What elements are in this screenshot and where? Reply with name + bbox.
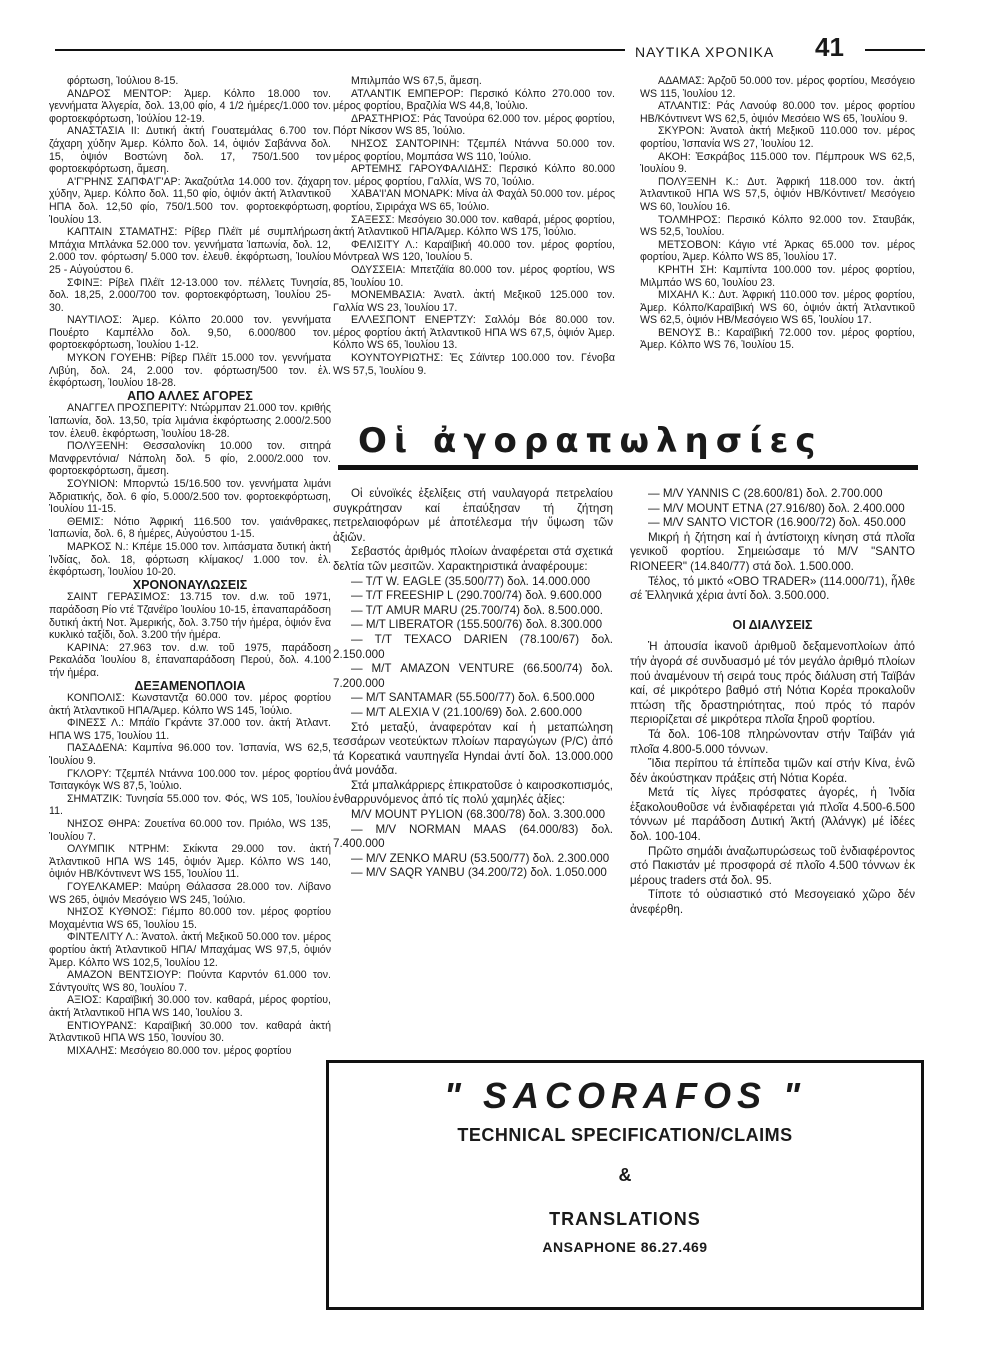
other-markets-list <box>49 402 331 578</box>
paragraph: — Μ/Τ ALEXIA V (21.100/69) δολ. 2.600.000 <box>351 705 582 719</box>
page-number: 41 <box>815 32 844 62</box>
paragraph: ΣΗΜΑΤΖΙΚ: Τυνησία 55.000 τον. Φός, WS 105, Ἰουλίου 11. <box>49 792 331 818</box>
paragraph: Τέλος, τό μικτό «ΟΒΟ TRADER» (114.000/71), ἦλθε σέ Ἑλληνικά χέρια ἀντί δολ. 3.500.000. <box>630 574 915 603</box>
paragraph: — Μ/V SANTO VICTOR (16.900/72) δολ. 450.000 <box>648 516 906 530</box>
paragraph: ΝΗΣΟΣ ΣΑΝΤΟΡΙΝΗ: Τζεμπέλ Ντάννα 50.000 τον. μέρος φορτίου, Μομπάσα WS 110, Ἰούλιο. <box>333 137 615 163</box>
paragraph: — Μ/Τ AMAZON VENTURE (66.500/74) δολ. 7.200.000 <box>333 662 613 690</box>
paragraph: ΑΤΛΑΝΤΙΣ: Ράς Λανούφ 80.000 τον. μέρος φορτίου ΗΒ/Κόντινεντ WS 62,5, ὀψιόν Μεσόειο WS 65, Ἰουλίου 9. <box>640 100 915 125</box>
paragraph: ΑΜΑΖΟΝ ΒΕΝΤΣΙΟΥΡ: Πούντα Καρντόν 61.000 τον. Σάντγουϊτς WS 80, Ἰουλίου 7. <box>49 969 331 994</box>
paragraph: ΜΕΤΣΟΒΟΝ: Κάγιο ντέ Ἀρκας 65.000 τον. μέρος φορτίου, Ἀμερ. Κόλπο WS 85, Ἰουλίου 17. <box>640 238 915 264</box>
paragraph: ΚΑΡΙΝΑ: 27.963 τον. d.w. τοῦ 1975, παράδοση Ρεκαλάδα Ἰουλίου 8, ἐπαναπαράδοση Περού, δολ. 4.100 τήν ἡμέρα. <box>49 641 331 679</box>
page-header <box>55 32 925 62</box>
paragraph: ΣΟΥΝΙΟΝ: Μπορντώ 15/16.500 τον. γεννήματα λιμάνι Ἀδριατικής, δολ. 6 φίο, 5.000/2.500 τον. φορτοεκφόρτωση, Ἰουλίου 11-15. <box>49 478 331 516</box>
tankers-list <box>49 692 331 1057</box>
paragraph: ΜΟΝΕΜΒΑΣΙΑ: Ἀνατλ. ἀκτή Μεξικοῦ 125.000 τον. Γαλλία WS 23, Ἰουλίου 17. <box>333 289 615 314</box>
paragraph: Ἡ ἀπουσία ἱκανοῦ ἀριθμοῦ δεξαμενοπλοίων ἀπό τήν ἀγορά σέ συνδυασμό μέ τόν μεγάλο ἀριθμό πλοίων πού ἀναμένουν τή σειρά τους πρός διάλυση στή Ταϊβάν καί, σέ μικρότερο βαθμό στή Νότια Κορέα προκαλοῦν πτώση τῆς δραστηριότητας, πού πρός τό παρόν περιορίζεται σέ μικρότερα πλοῖα ξηροῦ φορτίου. <box>630 640 915 727</box>
paragraph: — Μ/V YANNIS C (28.600/81) δολ. 2.700.000 <box>648 487 883 500</box>
ad-line-translations: TRANSLATIONS <box>549 1209 701 1229</box>
column-left <box>49 75 331 1057</box>
paragraph: Μ/V MOUNT PYLION (68.300/78) δολ. 3.300.000 <box>351 808 606 822</box>
paragraph: Α'Γ'ΡΗΝΣ ΣΑΠΦΑ'Γ'ΑΡ: Ἀκαζούτλα 14.000 τον. ζάχαρη χύδην, Ἀμερ. Κόλπο δολ. 11,50 φίο, ὀψιόν ἀκτή Ἀτλαντικοῦ ΗΠΑ δολ. 12,50 φίο, 750/1.500 τον. φορτοεκφόρτωση, Ἰουλίου 13. <box>49 175 331 226</box>
ad-brand: " SACORAFOS " <box>443 1075 807 1116</box>
paragraph: ΟΛΥΜΠΙΚ ΝΤΡΗΜ: Σκίκντα 29.000 τον. ἀκτή Ἀτλαντικοῦ ΗΠΑ WS 145, ὀψιόν Ἀμερ. Κόλπο WS 140, ὀψιόν ΗΒ/Κόντινεντ WS 155, Ἰουλίου 11. <box>49 843 331 881</box>
ad-line-specification: TECHNICAL SPECIFICATION/CLAIMS <box>457 1125 793 1145</box>
paragraph: ΕΝΤΙΟΥΡΑΝΣ: Καραϊβική 30.000 τον. καθαρά ἀκτή Ἀτλαντικοῦ ΗΠΑ WS 150, Ἰουνίου 30. <box>49 1019 331 1045</box>
column-right <box>640 75 915 352</box>
feature-column-right <box>630 487 915 918</box>
paragraph: ΔΡΑΣΤΗΡΙΟΣ: Ράς Τανούρα 62.000 τον. μέρος φορτίου, Πόρτ Νίκσον WS 85, Ἰούλιο. <box>333 112 615 138</box>
feature-banner <box>338 421 918 466</box>
paragraph: ΝΗΣΟΣ ΘΗΡΑ: Ζουετίνα 60.000 τον. Πριόλο, WS 135, Ἰουλίου 7. <box>49 818 331 843</box>
paragraph: ΚΑΠΤΑΙΝ ΣΤΑΜΑΤΗΣ: Ρίβερ Πλέϊτ μέ συμπλήρωση Μπάχια Μπλάνκα 52.000 τον. γεννήματα Ἰαπωνία, δολ. 12, 2.000 τον. φόρτωση/ 5.000 τον. ἐλευθ. ἐκφόρτωση, Ἰουλίου 25 - Αὐγούστου 6. <box>49 226 331 276</box>
paragraph: ΠΑΣΑΔΕΝΑ: Καμπίνα 96.000 τον. Ἰσπανία, WS 62,5, Ἰουλίου 9. <box>49 742 331 768</box>
paragraph: ΑΝΑΓΓΕΛ ΠΡΟΣΠΕΡΙΤΥ: Ντώρμπαν 21.000 τον. κριθής Ἰαπωνία, δολ. 13,50, τρία λιμάνια ἐκφόρτωσης 2.000/2.500 τον. ἐλευθ. ἐκφόρτωση, Ἰουλίου 18-28. <box>49 402 331 440</box>
paragraph: Τά δολ. 106-108 πληρώνονταν στήν Ταϊβάν γιά πλοῖα 4.800-5.000 τόννων. <box>630 727 915 756</box>
paragraph: ΚΡΗΤΗ ΣΗ: Καμπίντα 100.000 τον. μέρος φορτίου, Μιλμπάο WS 60, Ἰουλίου 23. <box>640 263 915 289</box>
paragraph: ΑΝΔΡΟΣ ΜΕΝΤΟΡ: Ἀμερ. Κόλπο 18.000 τον. γεννήματα Ἀλγερία, δολ. 13,00 φίο, 4 1/2 ἡμέρες/1.000 τον. φορτοεκφόρτωση, Ἰούλίου 12-19. <box>49 87 331 125</box>
time-charters-list <box>49 591 331 679</box>
advertisement-box <box>326 1060 924 1310</box>
paragraph: ΚΟΥΝΤΟΥΡΙΩΤΗΣ: Ἐς Σάϊντερ 100.000 τον. Γένοβα WS 57,5, Ἰουλίου 9. <box>333 352 615 377</box>
paragraph: ΣΚΥΡΟΝ: Ἀνατολ ἀκτή Μεξικοῦ 110.000 τον. μέρος φορτίου, Ἰσπανία WS 27, Ἰουλίου 12. <box>640 125 915 150</box>
feature-title: Οἱ ἀγοραπωλησίες <box>358 421 823 461</box>
paragraph: Σεβαστός ἀριθμός πλοίων ἀναφέρεται στά σχετικά δελτία τῶν μεσιτῶν. Χαρακτηριστικά ἀναφέρουμε: <box>333 545 613 573</box>
paragraph: ΦΙΝΕΣΣ Λ.: Μπάϊο Γκράντε 37.000 τον. ἀκτή Ἀτλαντ. ΗΠΑ WS 175, Ἰουλίου 11. <box>49 717 331 742</box>
section-heading-demolition: ΟΙ ΔΙΑΛΥΣΕΙΣ <box>732 617 813 632</box>
paragraph: — Μ/Τ LIBERATOR (155.500/76) δολ. 8.300.000 <box>351 618 603 632</box>
paragraph: Οἱ εὐνοϊκές ἐξελίξεις στή ναυλαγορά πετρελαίου συγκράτησαν καί ἐπαύξησαν τή ζήτηση πετρελαιοφόρων μέ ἀποτέλεσμα τήν ὕψωση τῶν ἀξιῶν. <box>333 487 613 544</box>
paragraph: ΜΑΡΚΟΣ Ν.: Κπέμε 15.000 τον. λιπάσματα δυτική ἀκτή Ἰνδίας, δολ. 18, φόρτωση κλίμακος/ 1.000 τον. ἐλ. ἐκφόρτωση, Ἰουλίου 10-20. <box>49 540 331 579</box>
column-middle <box>333 75 615 377</box>
paragraph: ΜΥΚΟΝ ΓΟΥΕΗΒ: Ρίβερ Πλέϊτ 15.000 τον. γεννήματα Λιβύη, δολ. 24, 2.000 τον. φόρτωση/500 τον. ἐλ. ἐκφόρτωση, Ἰουλίου 18-28. <box>49 352 331 390</box>
ad-phone: ANSAPHONE 86.27.469 <box>542 1239 708 1255</box>
paragraph: ΜΙΧΑΗΛ Κ.: Δυτ. Ἀφρική 110.000 τον. μέρος φορτίου, Ἀμερ. Κόλπο/Καραϊβική WS 60, ὀψιόν ἀκτή Ἀτλαντικοῦ WS 62,5, ὀψιόν ΗΒ/Μεσόγειο WS 65, Ἰουλίου 17. <box>640 289 915 327</box>
paragraph: Μετά τίς λίγες πρόσφατες ἀγορές, ἡ Ἰνδία ἐξακολουθοῦσε νά ἐνδιαφέρεται γιά πλοῖα 4.500-6.500 τόννων μέ παράδοση Δυτική Ἀκτή (Ἀλάνγκ) μέ ἰδέες δολ. 100-104. <box>630 786 915 844</box>
paragraph: ΑΡΤΕΜΗΣ ΓΑΡΟΥΦΑΛΙΔΗΣ: Περσικό Κόλπο 80.000 τον. μέρος φορτίου, Γαλλία, WS 70, Ἰούλιο. <box>333 163 615 188</box>
section-heading-other-markets: ΑΠΟ ΑΛΛΕΣ ΑΓΟΡΕΣ <box>127 388 253 403</box>
paragraph: ΑΞΙΟΣ: Καραϊβική 30.000 τον. καθαρά, μέρος φορτίου, ἀκτή Ἀτλαντικοῦ ΗΠΑ WS 140, Ἰουλίου 3. <box>49 994 331 1019</box>
paragraph: ΣΑΙΝΤ ΓΕΡΑΣΙΜΟΣ: 13.715 τον. d.w. τοῦ 1971, παράδοση Ρίο ντέ Τζανέϊρο Ἰουλίου 10-15, ἐπαναπαράδοση δυτική ἀκτή Νοτ. Ἀμερικής, δολ. 3.750 τήν ἡμέρα, ὀψιόν ἕνα κυκλικό ταξίδι, δολ. 3.200 τήν ἡμέρα. <box>49 591 331 642</box>
section-heading-time-charters: ΧΡΟΝΟΝΑΥΛΩΣΕΙΣ <box>132 577 248 592</box>
paragraph: ΓΚΛΟΡΥ: Τζεμπέλ Ντάννα 100.000 τον. μέρος φορτίου Τσιταγκόγκ WS 87,5, Ἰούλιο. <box>49 767 331 793</box>
paragraph: — Μ/V ZENKO MARU (53.500/77) δολ. 2.300.000 <box>351 851 610 865</box>
paragraph: — Τ/Τ TEXACO DARIEN (78.100/67) δολ. 2.150.000 <box>333 632 613 661</box>
paragraph: ΤΟΛΜΗΡΟΣ: Περσικό Κόλπο 92.000 τον. Σταυβάκ, WS 52,5, Ἰουλίου. <box>640 213 915 239</box>
paragraph: — Τ/Τ AMUR MARU (25.700/74) δολ. 8.500.000. <box>351 603 603 617</box>
paragraph: ΓΟΥΕΛΚΑΜΕΡ: Μαύρη Θάλασσα 28.000 τον. Λίβανο WS 265, ὀψιόν Μεσόγειο WS 245, Ἰούλιο. <box>49 881 331 906</box>
dry-cargo-list <box>49 75 331 390</box>
header-rule-left <box>55 49 625 51</box>
sales-list <box>333 487 613 881</box>
paragraph: ΠΟΛΥΞΕΝΗ: Θεσσαλονίκη 10.000 τον. σιτηρά Μανφρεντόνια/ Νάπολη δολ. 5 φίο, 2.000/2.000 τον. φορτοεκφόρτωση, ἄμεση. <box>49 440 331 478</box>
paragraph: Στά μπαλκάρριερς ἐπικρατοῦσε ὁ καιροσκοπισμός, ἐνθαρρυνόμενος ἀπό τίς πολύ χαμηλές ἀξίες: <box>333 778 613 807</box>
paragraph: — Τ/Τ W. EAGLE (35.500/77) δολ. 14.000.000 <box>351 574 591 588</box>
paragraph: ΟΔΥΣΣΕΙΑ: Μπετζάϊα 80.000 τον. μέρος φορτίου, WS 85, Ἰουλίου 10. <box>333 263 615 289</box>
paragraph: ΚΟΝΠΟΛΙΣ: Κωνσταντζα 60.000 τον. μέρος φορτίου ἀκτή Ἀτλαντικοῦ ΗΠΑ/Ἀμερ. Κόλπο WS 145, Ἰούλιο. <box>49 692 331 717</box>
header-rule-right <box>865 49 925 51</box>
paragraph: φόρτωση, Ἰούλιου 8-15. <box>67 75 179 87</box>
feature-underline <box>338 465 918 470</box>
paragraph: ΕΛΛΕΣΠΟΝΤ ΕΝΕΡΤΖΥ: Σαλλόμ Βόε 80.000 τον. μέρος φορτίου ἀκτή Ἀτλαντικοῦ ΗΠΑ WS 67,5, ὀψιόν Ἀμερ. Κόλπο WS 65, Ἰουλίου 13. <box>333 314 615 352</box>
tankers-list-continued <box>333 75 615 377</box>
paragraph: ΧΑΒΑ'Ι'ΑΝ ΜΟΝΑΡΚ: Μίνα ἀλ Φαχάλ 50.000 τον. μέρος φορτίου, Σιριράχα WS 65, Ἰούλιο. <box>333 188 615 213</box>
feature-column-left <box>333 487 613 881</box>
paragraph: Τίποτε τό οὐσιαστικό στό Μεσογειακό χῶρο δέν ἀνεφέρθη. <box>630 888 915 917</box>
paragraph: ΑΝΑΣΤΑΣΙΑ ΙΙ: Δυτική ἀκτή Γουατεμάλας 6.700 τον. ζάχαρη χύδην Ἀμερ. Κόλπο δολ. 14, ὀψιόν Σαβάννα δολ. 15, ὀψιόν Βοστώνη δολ. 17, 750/1.500 τον φορτοεκφόρτωση, ἄμεση. <box>49 125 331 176</box>
paragraph: ΜΙΧΑΛΗΣ: Μεσόγειο 80.000 τον. μέρος φορτίου <box>67 1044 292 1057</box>
paragraph: ΦΙΝΤΕΛΙΤΥ Λ.: Ἀνατολ. ἀκτή Μεξικοῦ 50.000 τον. μέρος φορτίου ἀκτή Ἀτλαντικοῦ ΗΠΑ/ Μπαχάμας WS 97,5, ὀψιόν Ἀμερ. Κόλπο WS 102,5, Ἰουλίου 12. <box>49 931 331 969</box>
paragraph: Μπιλμπάο WS 67,5, ἄμεση. <box>351 75 482 87</box>
paragraph: — Μ/V MOUNT ETNA (27.916/80) δολ. 2.400.000 <box>648 501 905 515</box>
paragraph: Πρῶτο σημάδι ἀναζωπυρώσεως τοῦ ἐνδιαφέροντος στό Πακιστάν μέ προσφορά σέ πλοῖο 4.500 τόννων ἐκ μέρους traders στά δολ. 95. <box>630 844 915 887</box>
paragraph: ΦΕΛΙΣΙΤΥ Λ.: Καραϊβική 40.000 τον. μέρος φορτίου, Μόντρεαλ WS 120, Ἰουλίου 5. <box>333 238 615 264</box>
paragraph: Στό μεταξύ, ἀναφερόταν καί ἡ μεταπώληση τεσσάρων νεοτεύκτων πλοίων παραγώγων (P/C) ἀπό τά Κορεατικά ναυπηγεῖα Hyndai ἀντί δολ. 13.000.000 ἀνά μονάδα. <box>333 720 613 778</box>
paragraph: — Μ/V NORMAN MAAS (64.000/83) δολ. 7.400.000 <box>333 822 613 851</box>
magazine-title: ΝΑΥΤΙΚΑ ΧΡΟΝΙΚΑ <box>635 44 775 60</box>
ad-ampersand: & <box>618 1165 632 1185</box>
paragraph: ΣΦΙΝΞ: Ρίβελ Πλέϊτ 12-13.000 τον. πέλλετς Τυνησία, δολ. 18,25, 2.000/700 τον. φορτοεκφόρτωση, Ἰουλίου 25-30. <box>49 276 331 314</box>
paragraph: ΣΑΞΕΣΣ: Μεσόγειο 30.000 τον. καθαρά, μέρος φορτίου, ἀκτή Ἀτλαντικοῦ ΗΠΑ/Ἀμερ. Κόλπο WS 175, Ἰούλιο. <box>333 213 615 239</box>
paragraph: ΝΑΥΤΙΛΟΣ: Ἀμερ. Κόλπο 20.000 τον. γεννήματα Πουέρτο Καμπέλλο δολ. 9,50, 6.000/800 τον. φορτοεκφόρτωση, Ἰουλίου 1-12. <box>49 314 331 352</box>
tankers-list-continued-2 <box>640 75 915 352</box>
paragraph: ΑΤΛΑΝΤΙΚ ΕΜΠΕΡΟΡ: Περσικό Κόλπο 270.000 τον. μέρος φορτίου, Βραζιλία WS 44,8, Ἰούλιο. <box>333 87 615 113</box>
demolition-list <box>630 640 915 917</box>
paragraph: — Μ/Τ SANTAMAR (55.500/77) δολ. 6.500.000 <box>351 691 595 705</box>
paragraph: Μικρή ἡ ζήτηση καί ἡ ἀντίστοιχη κίνηση στά πλοῖα γενικοῦ φορτίου. Σημειώσαμε τό Μ/V "SANTO RIONEER" (14.840/77) στά δολ. 1.500.000. <box>630 530 915 573</box>
paragraph: ΝΗΣΟΣ ΚΥΘΝΟΣ: Γιέμπο 80.000 τον. μέρος φορτίου Μοχαμέντια WS 65, Ἰουλίου 15. <box>49 906 331 931</box>
paragraph: ΠΟΛΥΞΕΝΗ Κ.: Δυτ. Ἀφρική 118.000 τον. ἀκτή Ἀτλαντικοῦ ΗΠΑ WS 57,5, ὀψιόν ΗΒ/Κόντινετ/ Μεσόγειο WS 60, Ἰουλίου 16. <box>640 175 915 213</box>
paragraph: — Τ/Τ FREESHIP L (290.700/74) δολ. 9.600.000 <box>351 589 602 603</box>
sales-list-continued <box>630 487 915 604</box>
paragraph: ΑΚΟΗ: Ἐσκράβος 115.000 τον. Πέμπρουκ WS 62,5, Ἰουλίου 9. <box>640 150 915 176</box>
paragraph: Ἴδια περίπου τά ἐπίπεδα τιμῶν καί στήν Κίνα, ἐνῶ δέν ἀκούστηκαν πράξεις στή Νότια Κορέα. <box>630 757 915 785</box>
paragraph: ΑΔΑΜΑΣ: Ἀρζοῦ 50.000 τον. μέρος φορτίου, Μεσόγειο WS 115, Ἰουλίου 12. <box>640 75 915 100</box>
section-heading-tankers: ΔΕΞΑΜΕΝΟΠΛΟΙΑ <box>134 678 246 693</box>
paragraph: ΒΕΝΟΥΣ Β.: Καραϊβική 72.000 τον. μέρος φορτίου, Ἀμερ. Κόλπο WS 76, Ἰουλίου 15. <box>640 326 915 352</box>
paragraph: — Μ/V SAQR YANBU (34.200/72) δολ. 1.050.000 <box>351 866 607 880</box>
paragraph: ΘΕΜΙΣ: Νότιο Ἀφρική 116.500 τον. γαιάνθρακες, Ἰαπωνία, δολ. 6, 8 ἡμέρες, Αὐγούστου 1-15. <box>49 515 331 541</box>
